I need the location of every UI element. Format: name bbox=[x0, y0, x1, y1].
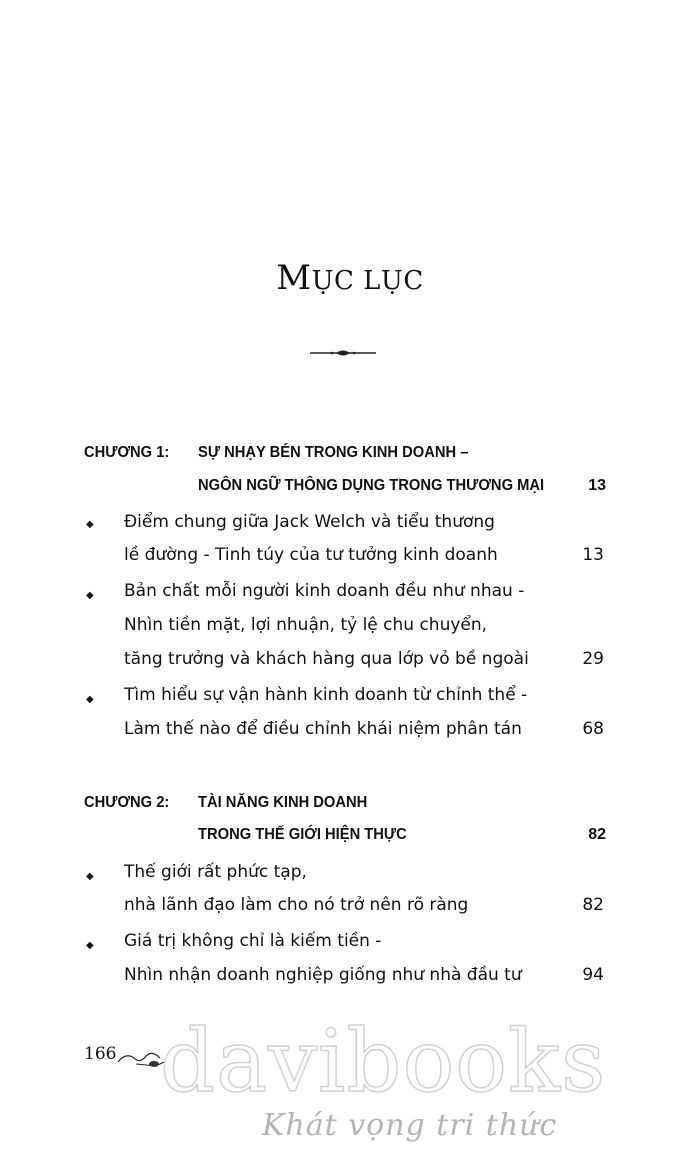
entry-2-1-page: 82 bbox=[582, 895, 604, 915]
entry-1-2-line-3: tăng trưởng và khách hàng qua lớp vỏ bề ngoài bbox=[124, 649, 529, 669]
watermark-logo: davibooks bbox=[160, 1012, 607, 1112]
entry-2-2-line-2: Nhìn nhận doanh nghiệp giống như nhà đầu tư bbox=[124, 965, 522, 985]
chapter-1-page: 13 bbox=[588, 477, 606, 494]
page-number: 166 bbox=[84, 1044, 117, 1064]
entry-1-2-line-2: Nhìn tiền mặt, lợi nhuận, tỷ lệ chu chuyển, bbox=[124, 615, 488, 635]
entry-1-3-page: 68 bbox=[582, 719, 604, 739]
chapter-1-title-line-2: NGÔN NGỮ THÔNG DỤNG TRONG THƯƠNG MẠI bbox=[198, 477, 545, 494]
entry-1-1-page: 13 bbox=[582, 545, 604, 565]
bullet-icon: ◆ bbox=[86, 940, 94, 951]
entry-1-2-page: 29 bbox=[582, 649, 604, 669]
entry-1-1-line-2: lề đường - Tinh túy của tư tưởng kinh doanh bbox=[124, 545, 498, 565]
entry-2-2-page: 94 bbox=[582, 965, 604, 985]
chapter-2-label: CHƯƠNG 2: bbox=[84, 794, 170, 811]
bullet-icon: ◆ bbox=[86, 694, 94, 705]
entry-2-1-line-1: Thế giới rất phức tạp, bbox=[124, 862, 307, 882]
bullet-icon: ◆ bbox=[86, 871, 94, 882]
entry-1-2-line-1: Bản chất mỗi người kinh doanh đều như nhau - bbox=[124, 581, 525, 601]
entry-1-3-line-2: Làm thế nào để điều chỉnh khái niệm phân tán bbox=[124, 719, 522, 739]
entry-2-1-line-2: nhà lãnh đạo làm cho nó trở nên rõ ràng bbox=[124, 895, 469, 915]
bullet-icon: ◆ bbox=[86, 590, 94, 601]
chapter-2-title-line-2: TRONG THẾ GIỚI HIỆN THỰC bbox=[198, 826, 407, 843]
title-initial: M bbox=[276, 258, 312, 298]
chapter-1-title-line-1: SỰ NHẠY BÉN TRONG KINH DOANH – bbox=[198, 444, 469, 461]
title-rest: ỤC LỤC bbox=[311, 266, 424, 296]
page-title bbox=[0, 258, 700, 298]
entry-1-1-line-1: Điểm chung giữa Jack Welch và tiểu thương bbox=[124, 512, 495, 532]
chapter-2-page: 82 bbox=[588, 826, 606, 843]
entry-1-3-line-1: Tìm hiểu sự vận hành kinh doanh từ chỉnh thể - bbox=[124, 685, 528, 705]
chapter-2-title-line-1: TÀI NĂNG KINH DOANH bbox=[198, 794, 368, 811]
chapter-1-label: CHƯƠNG 1: bbox=[84, 444, 170, 461]
watermark-tagline: Khát vọng tri thức bbox=[262, 1108, 558, 1143]
entry-2-2-line-1: Giá trị không chỉ là kiếm tiền - bbox=[124, 931, 382, 951]
bullet-icon: ◆ bbox=[86, 519, 94, 530]
title-divider-ornament bbox=[308, 346, 378, 360]
